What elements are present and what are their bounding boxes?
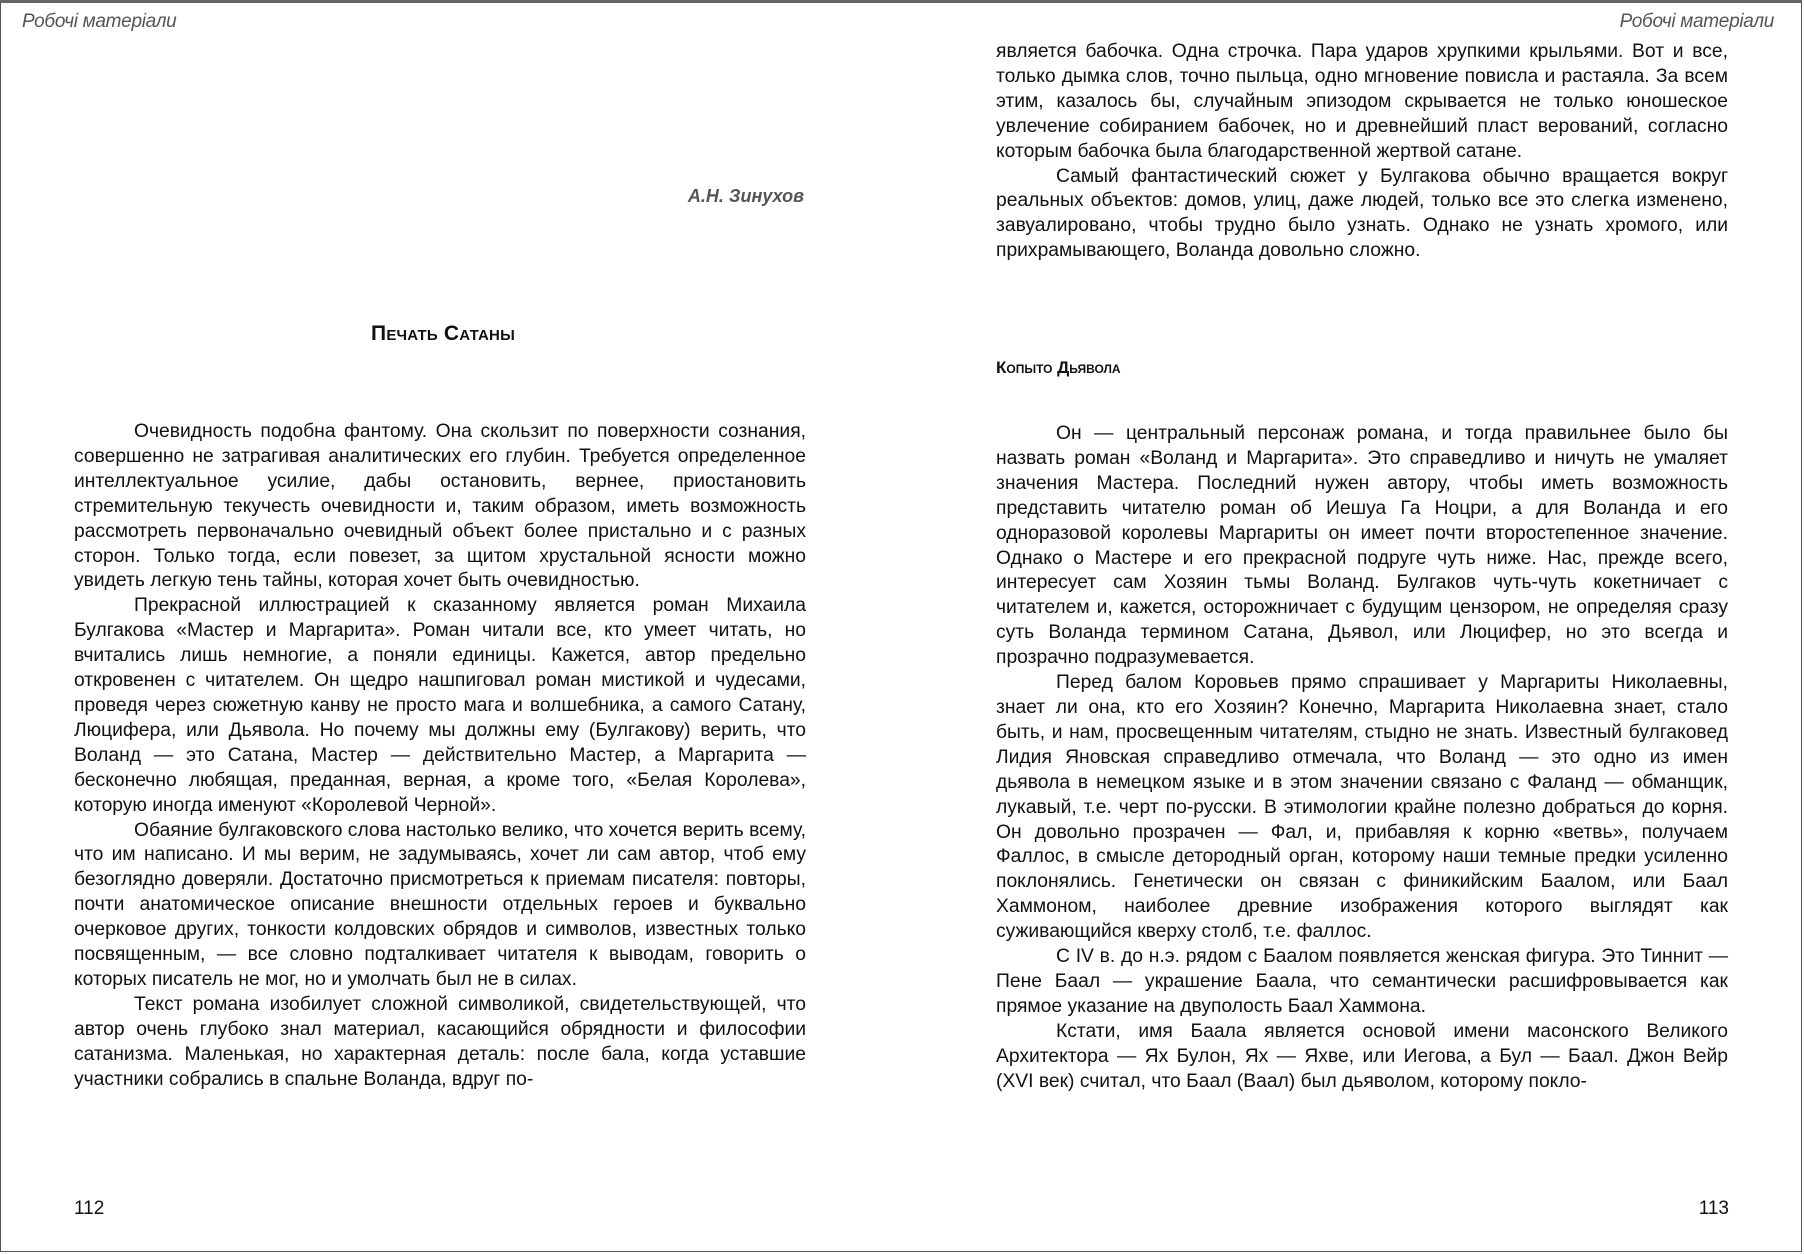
page-number: 113 xyxy=(1698,1198,1729,1219)
paragraph: Прекрасной иллюстрацией к сказанному является роман Михаила Булгакова «Мастер и Маргарита». Роман читали все, кто умеет читать, но вчитались лишь немногие, а поняли единицы. Кажется, автор предельно откровенен с читателем. Он щедро нашпиговал роман мистикой и чудесами, проведя через сюжетную канву не просто мага и волшебника, а самого Сатану, Люцифера, или Дьявола. Но почему мы должны ему (Булгакову) верить, что Воланд — это Сатана, Мастер — действительно Мастер, а Маргарита — бесконечно любящая, преданная, верная, а кроме того, «Белая Королева», которую иногда именуют «Королевой Черной». xyxy=(74,595,806,816)
paragraph: Самый фантастический сюжет у Булгакова обычно вращается вокруг реальных объектов: домов, улиц, даже людей, только все это слегка изменено, завуалировано, чтобы трудно было узнать. Однако не узнать хромого, или прихрамывающего, Воланда довольно сложно. xyxy=(996,165,1728,262)
running-head: Робочі матеріали xyxy=(1619,11,1774,32)
paragraph: Он — центральный персонаж романа, и тогда правильнее было бы назвать роман «Воланд и Маргарита». Это справедливо и ничуть не умаляет значения Мастера. Последний нужен автору, чтобы иметь возможность представить читателю роман об Иешуа Га Ноцри, а для Воланда и его одноразовой королевы Маргариты он имеет почти второстепенное значение. Однако о Мастере и его прекрасной подруге чуть ниже. Нас, прежде всего, интересует сам Хозяин тьмы Воланд. Булгаков чуть-чуть кокетничает с читателем и, кажется, осторожничает с будущим цензором, не определяя сразу суть Воланда термином Сатана, Дьявол, или Люцифер, но это всегда и прозрачно подразумевается. xyxy=(996,423,1728,669)
paragraph: Текст романа изобилует сложной символикой, свидетельствующей, что автор очень глубоко знал материал, касающийся обрядности и философии сатанизма. Маленькая, но характерная деталь: после бала, когда уставшие участники собрались в спальне Воланда, вдруг по- xyxy=(74,993,806,1090)
running-head: Робочі матеріали xyxy=(22,11,177,32)
paragraph: Обаяние булгаковского слова настолько велико, что хочется верить всему, что им написано. И мы верим, не задумываясь, хочет ли сам автор, чтоб ему безоглядно доверяли. Достаточно присмотреться к приемам писателя: повторы, почти анатомическое описание внешности отдельных героев и буквально очерковое других, тонкости колдовских обрядов и символов, известных только посвященным, — все словно подталкивает читателя к выводам, говорить о которых писатель не мог, но и умолчать был не в силах. xyxy=(74,819,806,990)
paragraph: является бабочка. Одна строчка. Пара ударов хрупкими крыльями. Вот и все, только дымка слов, точно пыльца, одно мгновение повисла и растаяла. За всем этим, казалось бы, случайным эпизодом скрывается не только юношеское увлечение собиранием бабочек, но и древнейший пласт верований, согласно которым бабочка была благодарственной жертвой сатане. xyxy=(996,41,1728,162)
body-text xyxy=(74,420,806,1092)
paragraph: Кстати, имя Баала является основой имени масонского Великого Архитектора — Ях Булон, Ях — Яхве, или Иегова, а Бул — Баал. Джон Вейр (XVI век) считал, что Баал (Ваал) был дьяволом, которому покло- xyxy=(996,1020,1728,1092)
paragraph: Перед балом Коровьев прямо спрашивает у Маргариты Николаевны, знает ли она, кто его Хозяин? Конечно, Маргарита Николаевна знает, стало быть, и нам, просвещенным читателям, стыдно не знать. Известный булгаковед Лидия Яновская справедливо отмечала, что Воланд — это одно из имен дьявола в немецком языке и в этом значении связано с Фаланд — обманщик, лукавый, т.е. черт по-русски. В этимологии крайне полезно добраться до корня. Он довольно прозрачен — Фал, и, прибавляя к корню «ветвь», получаем Фаллос, в смысле детородный орган, которому наши темные предки усиленно поклонялись. Генетически он связан с финикийским Баалом, или Баал Хаммоном, наиболее древние изображения которого выглядят как суживающийся кверху столб, т.е. фаллос. xyxy=(996,672,1728,943)
continued-text xyxy=(996,40,1728,264)
article-title: Печать Сатаны xyxy=(371,322,515,345)
body-text xyxy=(996,422,1728,1094)
left-page xyxy=(0,0,900,1254)
paragraph: Очевидность подобна фантому. Она скользит по поверхности сознания, совершенно не затрагивая аналитических его глубин. Требуется определенное интеллектуальное усилие, дабы остановить, вернее, приостановить стремительную текучесть очевидности и, таким образом, иметь возможность рассмотреть первоначально очевидный объект более пристально и с разных сторон. Только тогда, если повезет, за щитом хрустальной ясности можно увидеть легкую тень тайны, которая хочет быть очевидностью. xyxy=(74,421,806,592)
right-page xyxy=(900,0,1804,1254)
page-number: 112 xyxy=(74,1198,105,1219)
paragraph: С IV в. до н.э. рядом с Баалом появляется женская фигура. Это Тиннит — Пене Баал — украшение Баала, что семантически расшифровывается как прямое указание на двуполость Баал Хаммона. xyxy=(996,946,1728,1017)
author-name: А.Н. Зинухов xyxy=(687,186,804,206)
section-title: Копыто Дьявола xyxy=(996,358,1121,377)
